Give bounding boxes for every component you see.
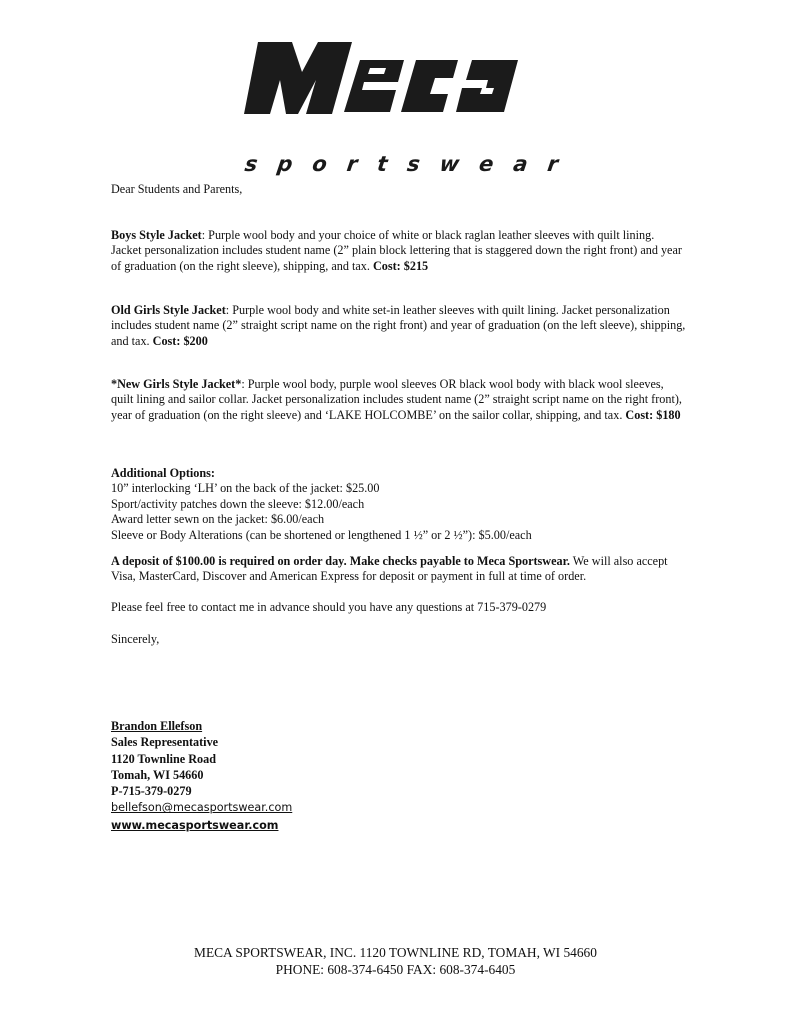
old-girls-cost: Cost: $200	[152, 333, 208, 348]
signature-phone: P-715-379-0279	[111, 784, 192, 799]
signature-name: Brandon Ellefson	[111, 719, 203, 733]
option-item: Sport/activity patches down the sleeve: $12.00/each	[111, 496, 365, 511]
option-item: Sleeve or Body Alterations (can be shortened or lengthened 1 ½” or 2 ½”): $5.00/each	[111, 527, 532, 542]
deposit-bold: A deposit of $100.00 is required on order day. Make checks payable to Meca Sportswear.	[111, 554, 570, 568]
new-girls-heading: *New Girls Style Jacket*	[111, 377, 242, 391]
signature-street: 1120 Townline Road	[111, 751, 216, 766]
option-item: Award letter sewn on the jacket: $6.00/each	[111, 512, 325, 527]
new-girls-jacket-paragraph	[111, 377, 686, 423]
signature-city: Tomah, WI 54660	[111, 767, 204, 782]
meca-wordmark	[240, 38, 540, 118]
greeting: Dear Students and Parents,	[111, 182, 243, 196]
signature-block	[111, 718, 292, 834]
website-link[interactable]: www.mecasportswear.com	[111, 818, 279, 832]
deposit-paragraph	[111, 554, 686, 585]
new-girls-cost: Cost: $180	[625, 407, 681, 422]
contact-line: Please feel free to contact me in advance should you have any questions at 715-379-0279	[111, 600, 547, 614]
footer-phone: PHONE: 608-374-6450 FAX: 608-374-6405	[275, 962, 516, 977]
footer	[0, 944, 791, 978]
email-link[interactable]: bellefson@mecasportswear.com	[111, 801, 293, 815]
new-girls-text: : Purple wool body, purple wool sleeves OR black wool body with black wool sleeves, quilt lining and sailor collar. Jacket personalization includes student name (2” straight script name on the right front), year of graduation (on the right sleeve) and ‘LAKE HOLCOMBE’ on the sailor collar, shipping, and tax.	[111, 377, 682, 422]
options-heading: Additional Options:	[111, 466, 215, 480]
boys-heading: Boys Style Jacket	[111, 228, 202, 242]
footer-address: MECA SPORTSWEAR, INC. 1120 TOWNLINE RD, TOMAH, WI 54660	[194, 945, 597, 960]
boys-cost: Cost: $215	[372, 258, 429, 273]
old-girls-jacket-paragraph	[111, 303, 686, 349]
boys-text: : Purple wool body and your choice of white or black raglan leather sleeves with quilt lining. Jacket personalization includes student name (2” plain block lettering that is staggered down the right front) and year of graduation (on the right sleeve), shipping, and tax.	[111, 228, 682, 273]
meca-logo	[240, 38, 580, 176]
logo-tagline: sportswear	[243, 152, 580, 176]
old-girls-heading: Old Girls Style Jacket	[111, 303, 226, 317]
closing: Sincerely,	[111, 632, 160, 646]
option-item: 10” interlocking ‘LH’ on the back of the jacket: $25.00	[111, 481, 380, 496]
signature-title: Sales Representative	[111, 735, 219, 750]
boys-jacket-paragraph	[111, 228, 686, 274]
additional-options	[111, 466, 686, 543]
old-girls-text: : Purple wool body and white set-in leather sleeves with quilt lining. Jacket personalization includes student name (2” straight script name on the right front) and year of graduation (on the left sleeve), shipping, and tax.	[111, 303, 686, 348]
deposit-text: We will also accept Visa, MasterCard, Discover and American Express for deposit or payment in full at time of order.	[111, 554, 668, 584]
